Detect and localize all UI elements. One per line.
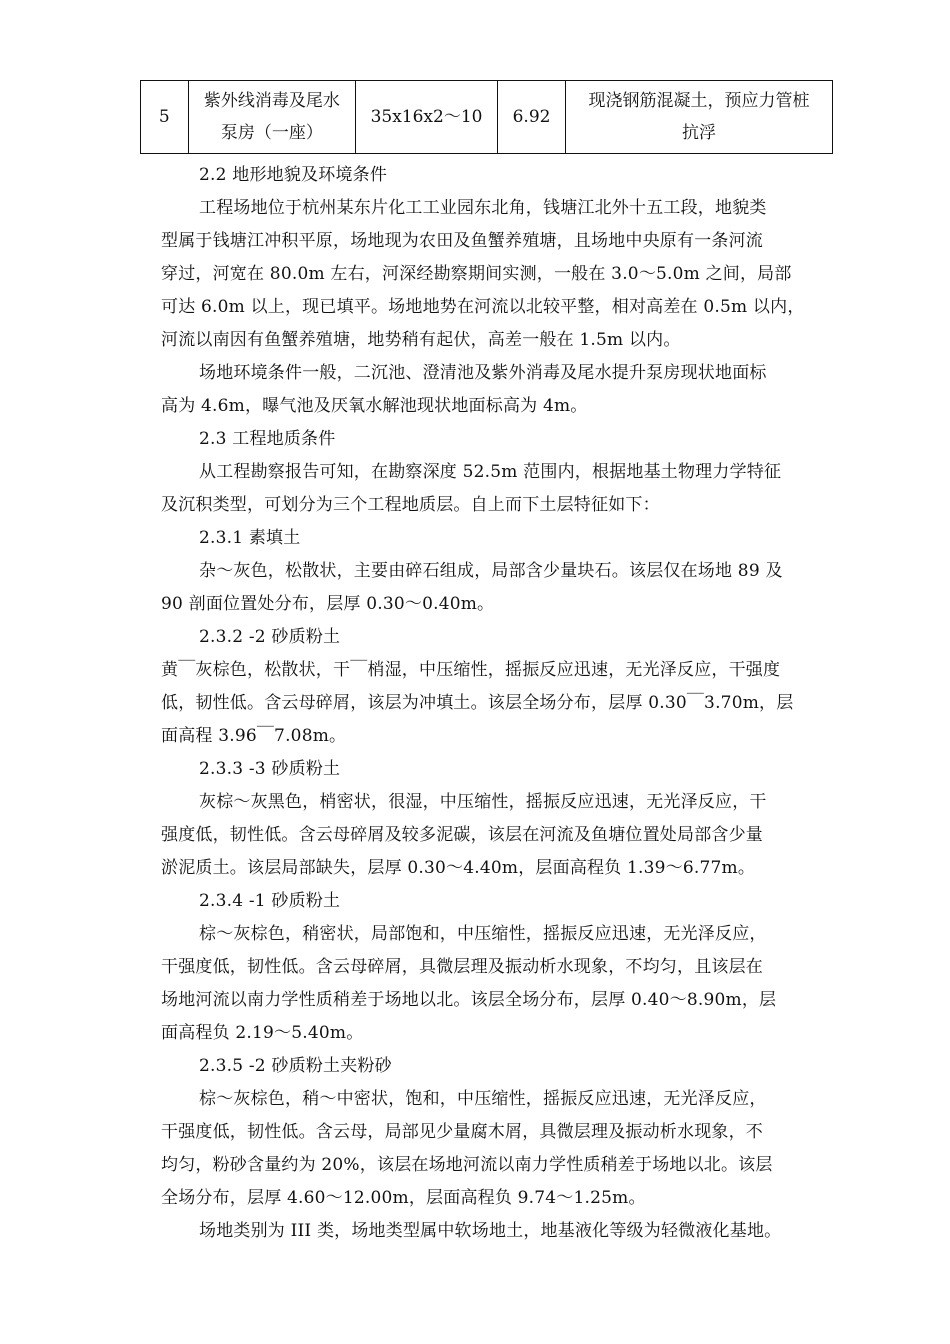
paragraph-line: 穿过，河宽在 80.0m 左右，河深经勘察期间实测，一般在 3.0～5.0m 之间，局部 bbox=[161, 264, 792, 284]
paragraph-line: 棕～灰棕色，稍～中密状，饱和，中压缩性，摇振反应迅速，无光泽反应， bbox=[199, 1089, 767, 1109]
structure-name-line: 紫外线消毒及尾水 bbox=[203, 91, 340, 111]
structure-name-line: 泵房（一座） bbox=[220, 123, 323, 143]
paragraph-line: 干强度低，韧性低。含云母碎屑，具微层理及振动析水现象，不均匀，且该层在 bbox=[161, 957, 763, 977]
row-number-cell: 5 bbox=[141, 81, 189, 154]
section-heading: 2.3.5 -2 砂质粉土夹粉砂 bbox=[199, 1056, 392, 1076]
paragraph-line: 型属于钱塘江冲积平原，场地现为农田及鱼蟹养殖塘，且场地中央原有一条河流 bbox=[161, 231, 763, 251]
paragraph-line: 干强度低，韧性低。含云母，局部见少量腐木屑，具微层理及振动析水现象，不 bbox=[161, 1122, 763, 1142]
paragraph-line: 面高程负 2.19～5.40m。 bbox=[161, 1023, 364, 1043]
paragraph-line: 工程场地位于杭州某东片化工工业园东北角，钱塘江北外十五工段，地貌类 bbox=[199, 198, 767, 218]
structure-type-cell bbox=[566, 81, 833, 154]
paragraph-line: 场地河流以南力学性质稍差于场地以北。该层全场分布，层厚 0.40～8.90m，层 bbox=[161, 990, 777, 1010]
paragraph-line: 淤泥质土。该层局部缺失，层厚 0.30～4.40m，层面高程负 1.39～6.77m。 bbox=[161, 858, 756, 878]
paragraph-line: 场地类别为 III 类，场地类型属中软场地土，地基液化等级为轻微液化基地。 bbox=[199, 1221, 782, 1241]
value-cell: 6.92 bbox=[498, 81, 566, 154]
paragraph-line: 高为 4.6m，曝气池及厌氧水解池现状地面标高为 4m。 bbox=[161, 396, 588, 416]
paragraph-line: 90 剖面位置处分布，层厚 0.30～0.40m。 bbox=[161, 594, 495, 614]
paragraph-line: 河流以南因有鱼蟹养殖塘，地势稍有起伏，高差一般在 1.5m 以内。 bbox=[161, 330, 681, 350]
table-row bbox=[141, 81, 833, 154]
section-heading: 2.3.1 素填土 bbox=[199, 528, 301, 548]
structure-name-cell bbox=[188, 81, 355, 154]
paragraph-line: 面高程 3.96￣7.08m。 bbox=[161, 726, 347, 746]
paragraph-line: 从工程勘察报告可知，在勘察深度 52.5m 范围内，根据地基土物理力学特征 bbox=[199, 462, 782, 482]
paragraph-line: 全场分布，层厚 4.60～12.00m，层面高程负 9.74～1.25m。 bbox=[161, 1188, 646, 1208]
structure-table bbox=[140, 80, 833, 154]
paragraph-line: 黄￣灰棕色，松散状，干￣梢湿，中压缩性，摇振反应迅速，无光泽反应，干强度 bbox=[161, 660, 781, 680]
paragraph-line: 及沉积类型，可划分为三个工程地质层。自上而下土层特征如下： bbox=[161, 495, 660, 515]
paragraph-line: 可达 6.0m 以上，现已填平。场地地势在河流以北较平整，相对高差在 0.5m 以内， bbox=[161, 297, 805, 317]
section-heading: 2.3 工程地质条件 bbox=[199, 429, 336, 449]
paragraph-line: 场地环境条件一般，二沉池、澄清池及紫外消毒及尾水提升泵房现状地面标 bbox=[199, 363, 767, 383]
dimension-cell: 35x16x2～10 bbox=[356, 81, 498, 154]
section-heading: 2.2 地形地貌及环境条件 bbox=[199, 165, 388, 185]
paragraph-line: 杂～灰色，松散状，主要由碎石组成，局部含少量块石。该层仅在场地 89 及 bbox=[199, 561, 783, 581]
section-heading: 2.3.2 -2 砂质粉土 bbox=[199, 627, 341, 647]
section-heading: 2.3.4 -1 砂质粉土 bbox=[199, 891, 341, 911]
paragraph-line: 均匀，粉砂含量约为 20%，该层在场地河流以南力学性质稍差于场地以北。该层 bbox=[161, 1155, 773, 1175]
paragraph-line: 强度低，韧性低。含云母碎屑及较多泥碳，该层在河流及鱼塘位置处局部含少量 bbox=[161, 825, 763, 845]
paragraph-line: 棕～灰棕色，稍密状，局部饱和，中压缩性，摇振反应迅速，无光泽反应， bbox=[199, 924, 767, 944]
structure-type-line: 抗浮 bbox=[682, 123, 717, 143]
paragraph-line: 低，韧性低。含云母碎屑，该层为冲填土。该层全场分布，层厚 0.30￣3.70m，层 bbox=[161, 693, 794, 713]
paragraph-line: 灰棕～灰黑色，梢密状，很湿，中压缩性，摇振反应迅速，无光泽反应，干 bbox=[199, 792, 767, 812]
structure-type-line: 现浇钢筋混凝土，预应力管桩 bbox=[588, 91, 810, 111]
section-heading: 2.3.3 -3 砂质粉土 bbox=[199, 759, 341, 779]
